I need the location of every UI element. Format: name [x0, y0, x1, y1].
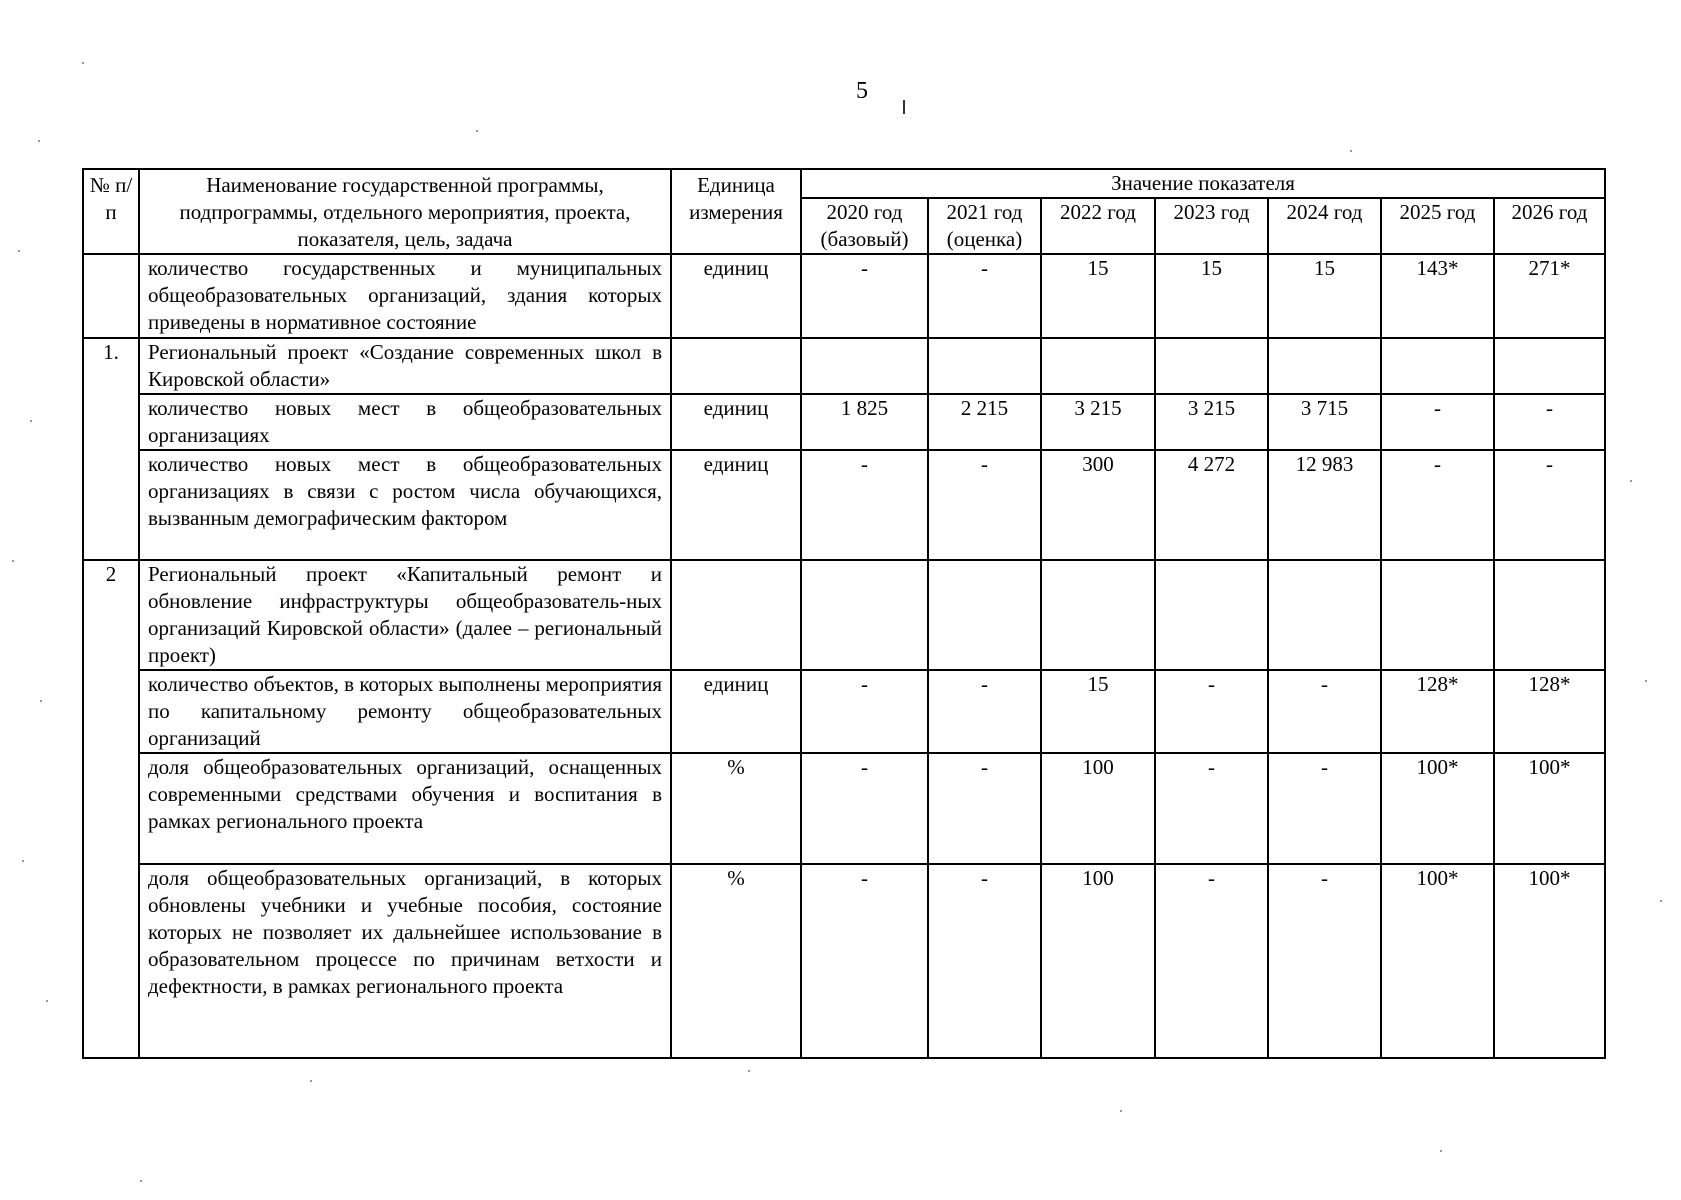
scan-speck: [22, 860, 24, 862]
row-value: -: [1155, 864, 1268, 1058]
row-value: -: [928, 254, 1041, 338]
row-unit: единиц: [671, 670, 801, 753]
header-year: 2022 год: [1041, 198, 1155, 254]
table-row: [83, 753, 1605, 864]
row-value: -: [1494, 450, 1605, 560]
row-name: Региональный проект «Создание современных школ в Кировской области»: [139, 338, 671, 394]
row-value: [1494, 560, 1605, 670]
table-row: [83, 560, 1605, 670]
row-value: 1 825: [801, 394, 928, 450]
row-unit: [671, 338, 801, 394]
row-unit: %: [671, 864, 801, 1058]
row-value: 271*: [1494, 254, 1605, 338]
scan-speck: [38, 140, 40, 142]
row-value: [1381, 338, 1494, 394]
row-value: -: [1494, 394, 1605, 450]
row-value: -: [801, 753, 928, 864]
row-value: -: [801, 670, 928, 753]
scan-speck: [82, 62, 84, 64]
header-name: Наименование государственной программы, подпрограммы, отдельного мероприятия, проекта, показателя, цель, задача: [139, 169, 671, 254]
row-value: 128*: [1381, 670, 1494, 753]
row-value: -: [801, 254, 928, 338]
row-value: [1494, 338, 1605, 394]
row-value: [1381, 560, 1494, 670]
row-value: 3 715: [1268, 394, 1381, 450]
scan-speck: [1660, 900, 1662, 902]
scan-speck: [748, 1070, 750, 1072]
scan-speck: [1350, 150, 1352, 152]
scan-speck: [1440, 1150, 1442, 1152]
table-row: [83, 338, 1605, 394]
header-values: Значение показателя: [801, 169, 1605, 198]
row-value: 100*: [1494, 864, 1605, 1058]
row-value: [801, 338, 928, 394]
row-unit: единиц: [671, 254, 801, 338]
table-row: [83, 394, 1605, 450]
scan-speck: [310, 1080, 312, 1082]
row-value: 15: [1041, 254, 1155, 338]
table-header: [83, 169, 1605, 254]
scan-speck: [1120, 1110, 1122, 1112]
page-number: 5: [856, 78, 868, 104]
scan-speck: [1630, 480, 1632, 482]
header-num: № п/п: [83, 169, 139, 254]
row-name: количество объектов, в которых выполнены мероприятия по капитальному ремонту общеобразовательных организаций: [139, 670, 671, 753]
header-year: 2020 год (базовый): [801, 198, 928, 254]
row-value: [1041, 338, 1155, 394]
row-value: [1268, 560, 1381, 670]
scan-speck: [18, 250, 20, 252]
row-value: [1041, 560, 1155, 670]
row-unit: единиц: [671, 394, 801, 450]
table-row: [83, 864, 1605, 1058]
row-value: 100: [1041, 753, 1155, 864]
row-value: -: [1381, 394, 1494, 450]
row-value: 2 215: [928, 394, 1041, 450]
row-value: [1155, 338, 1268, 394]
table-body: [83, 254, 1605, 1058]
row-value: -: [928, 450, 1041, 560]
row-value: 15: [1268, 254, 1381, 338]
indicators-table: [82, 168, 1606, 1059]
row-value: [801, 560, 928, 670]
row-value: [1268, 338, 1381, 394]
scan-speck: [40, 700, 42, 702]
row-value: -: [928, 753, 1041, 864]
row-name: количество государственных и муниципальных общеобразовательных организаций, здания которых приведены в нормативное состояние: [139, 254, 671, 338]
row-value: [928, 560, 1041, 670]
row-value: -: [1268, 864, 1381, 1058]
header-year: 2026 год: [1494, 198, 1605, 254]
row-value: 100*: [1381, 753, 1494, 864]
row-value: [1155, 560, 1268, 670]
row-value: -: [801, 864, 928, 1058]
scan-speck: [140, 1180, 142, 1182]
row-unit: единиц: [671, 450, 801, 560]
row-value: -: [1155, 753, 1268, 864]
header-year: 2021 год (оценка): [928, 198, 1041, 254]
row-value: 3 215: [1041, 394, 1155, 450]
row-name: Региональный проект «Капитальный ремонт и обновление инфраструктуры общеобразователь-ных организаций Кировской области» (далее – региональный проект): [139, 560, 671, 670]
scan-speck: [476, 130, 478, 132]
row-value: 15: [1155, 254, 1268, 338]
row-value: -: [928, 670, 1041, 753]
row-name: доля общеобразовательных организаций, в которых обновлены учебники и учебные пособия, состояние которых не позволяет их дальнейшее использование в образовательном процессе по причинам ветхости и дефектности, в рамках регионального проекта: [139, 864, 671, 1058]
row-value: -: [1268, 670, 1381, 753]
header-row-top: [83, 169, 1605, 198]
row-num: 2: [83, 560, 139, 1058]
table-row: [83, 450, 1605, 560]
row-value: 4 272: [1155, 450, 1268, 560]
row-value: [928, 338, 1041, 394]
scan-speck: [46, 1000, 48, 1002]
row-value: 15: [1041, 670, 1155, 753]
row-value: 12 983: [1268, 450, 1381, 560]
row-value: -: [1155, 670, 1268, 753]
header-unit: Единица измерения: [671, 169, 801, 254]
header-year: 2024 год: [1268, 198, 1381, 254]
scan-speck: [12, 560, 14, 562]
table-row: [83, 254, 1605, 338]
table-row: [83, 670, 1605, 753]
row-unit: %: [671, 753, 801, 864]
row-unit: [671, 560, 801, 670]
scan-speck: [1645, 680, 1647, 682]
row-name: доля общеобразовательных организаций, оснащенных современными средствами обучения и воспитания в рамках регионального проекта: [139, 753, 671, 864]
scan-speck: [30, 420, 32, 422]
row-value: 3 215: [1155, 394, 1268, 450]
row-value: 128*: [1494, 670, 1605, 753]
row-num: [83, 254, 139, 338]
row-value: -: [801, 450, 928, 560]
scan-mark: [903, 100, 905, 114]
header-year: 2025 год: [1381, 198, 1494, 254]
row-value: 100: [1041, 864, 1155, 1058]
row-value: -: [1381, 450, 1494, 560]
row-name: количество новых мест в общеобразовательных организациях: [139, 394, 671, 450]
row-value: 143*: [1381, 254, 1494, 338]
row-value: -: [1268, 753, 1381, 864]
row-num: 1.: [83, 338, 139, 560]
row-value: 100*: [1381, 864, 1494, 1058]
row-name: количество новых мест в общеобразовательных организациях в связи с ростом числа обучающихся, вызванным демографическим фактором: [139, 450, 671, 560]
row-value: -: [928, 864, 1041, 1058]
row-value: 100*: [1494, 753, 1605, 864]
row-value: 300: [1041, 450, 1155, 560]
header-year: 2023 год: [1155, 198, 1268, 254]
